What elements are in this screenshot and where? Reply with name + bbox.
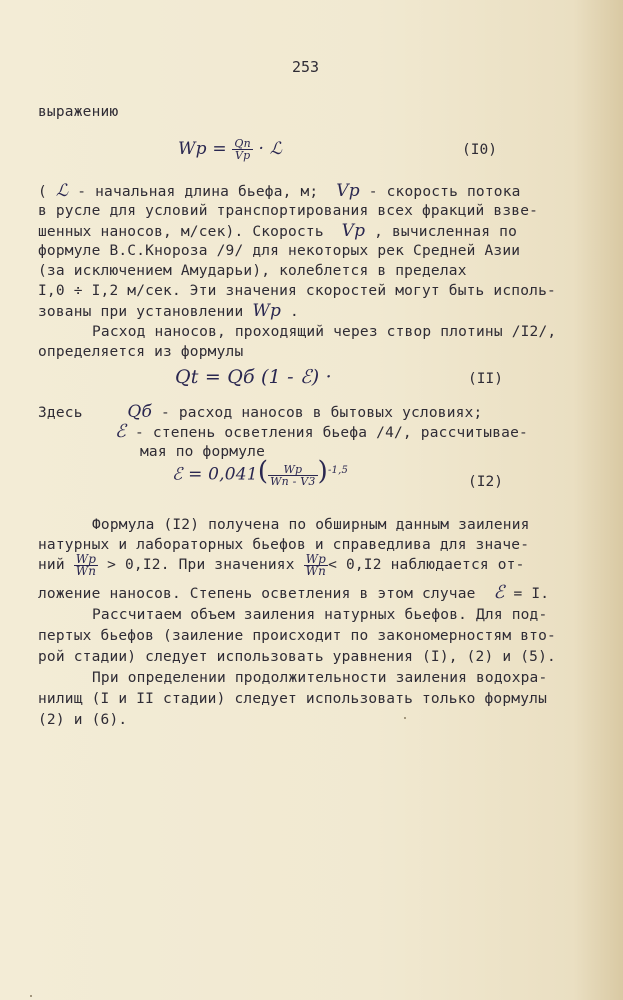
text-line — [38, 182, 521, 201]
equation-number: (I2) — [468, 474, 503, 490]
eq10-numerator: Qn — [234, 137, 251, 150]
text-span: . — [290, 304, 299, 320]
eq10-lhs: Wp = — [178, 139, 227, 159]
symbol-Vp: Vp — [341, 221, 366, 241]
symbol-epsilon: ℰ — [493, 582, 505, 603]
text-span: - степень осветления бьефа /4/, рассчитывае- — [126, 425, 528, 441]
text-span: - расход наносов в бытовых условиях; — [152, 405, 483, 421]
text-line: Формула (I2) получена по обширным данным заиления — [92, 517, 530, 533]
paper-speck — [404, 717, 406, 719]
text-line: пертых бьефов (заиление происходит по закономерностям вто- — [38, 628, 556, 644]
paren-open: ( — [257, 456, 269, 487]
text-line: (2) и (6). — [38, 712, 128, 728]
text-line: I,0 ÷ I,2 м/сек. Эти значения скоростей могут быть исполь- — [38, 283, 556, 299]
fraction-denominator: Wn — [75, 563, 97, 578]
text-span: ложение наносов. Степень осветления в этом случае — [38, 586, 476, 602]
text-span: Здесь — [38, 405, 83, 421]
text-span: > 0,I2. При значениях — [107, 557, 295, 573]
equation-12 — [172, 456, 349, 488]
eq10-rhs: · ℒ — [258, 139, 283, 159]
eq10-fraction — [232, 138, 253, 161]
text-span: - скорость потока — [359, 184, 521, 200]
text-line — [38, 302, 299, 321]
fraction-numerator: Wp — [74, 554, 98, 566]
text-span: < 0,I2 наблюдается от- — [328, 557, 525, 573]
text-line: (за исключением Амударьи), колеблется в пределах — [38, 263, 467, 279]
paren-close: ) — [317, 456, 328, 487]
eq12-denominator: Wn - V3 — [270, 474, 316, 488]
eq12-fraction — [268, 464, 317, 487]
text-span: , вычисленная по — [374, 224, 518, 240]
text-span: шенных наносов, м/сек). Скорость — [38, 224, 324, 240]
page-number: 253 — [292, 58, 320, 76]
eq12-lhs: ℰ = 0,041 — [172, 464, 258, 485]
eq10-denominator: Vp — [234, 149, 251, 162]
fraction-numerator: Wp — [304, 554, 328, 566]
symbol-Vp: Vp — [336, 181, 360, 201]
text-line: рой стадии) следует использовать уравнения (I), (2) и (5). — [38, 649, 556, 665]
equation-11: Qt = Qб (1 - ℰ) · — [175, 366, 332, 388]
text-span: = I. — [513, 586, 550, 602]
text-line: Расход наносов, проходящий через створ плотины /I2/, — [92, 324, 557, 340]
symbol-L: ℒ — [55, 181, 69, 201]
eq12-exponent: -1,5 — [327, 465, 349, 476]
text-line: формуле В.С.Кнороза /9/ для некоторых рек Средней Азии — [38, 243, 521, 259]
equation-number: (II) — [468, 371, 503, 387]
text-line: определяется из формулы — [38, 344, 244, 360]
text-line: мая по формуле — [140, 444, 266, 460]
text-span: ний — [38, 557, 65, 573]
text-line: При определении продолжительности заиления водохра- — [92, 670, 548, 686]
text-line — [38, 584, 549, 603]
text-line: натурных и лабораторных бьефов и справедлива для значе- — [38, 537, 530, 553]
text-line: нилищ (I и II стадии) следует использовать только формулы — [38, 691, 547, 707]
text-span: зованы при установлении — [38, 304, 244, 320]
ratio-fraction — [74, 551, 98, 578]
text-line — [38, 222, 517, 241]
equation-number: (I0) — [462, 142, 497, 158]
symbol-epsilon: ℰ — [115, 421, 127, 442]
text-span: - начальная длина бьефа, м; — [68, 184, 319, 200]
text-line: в русле для условий транспортирования всех фракций взве- — [38, 203, 539, 219]
text-line — [38, 551, 525, 579]
paper-speck — [30, 995, 32, 997]
text-line — [115, 423, 528, 442]
eq12-numerator: Wp — [268, 464, 317, 476]
text-line — [38, 403, 482, 422]
fraction-denominator: Wn — [305, 563, 327, 578]
text-line: выражению — [38, 104, 119, 120]
equation-10 — [178, 138, 282, 161]
text-span: ( — [38, 184, 56, 200]
text-line: Рассчитаем объем заиления натурных бьефов. Для под- — [92, 607, 548, 623]
symbol-Qb: Qб — [127, 402, 153, 422]
ratio-fraction — [304, 551, 328, 578]
symbol-Wp: Wp — [252, 301, 282, 321]
